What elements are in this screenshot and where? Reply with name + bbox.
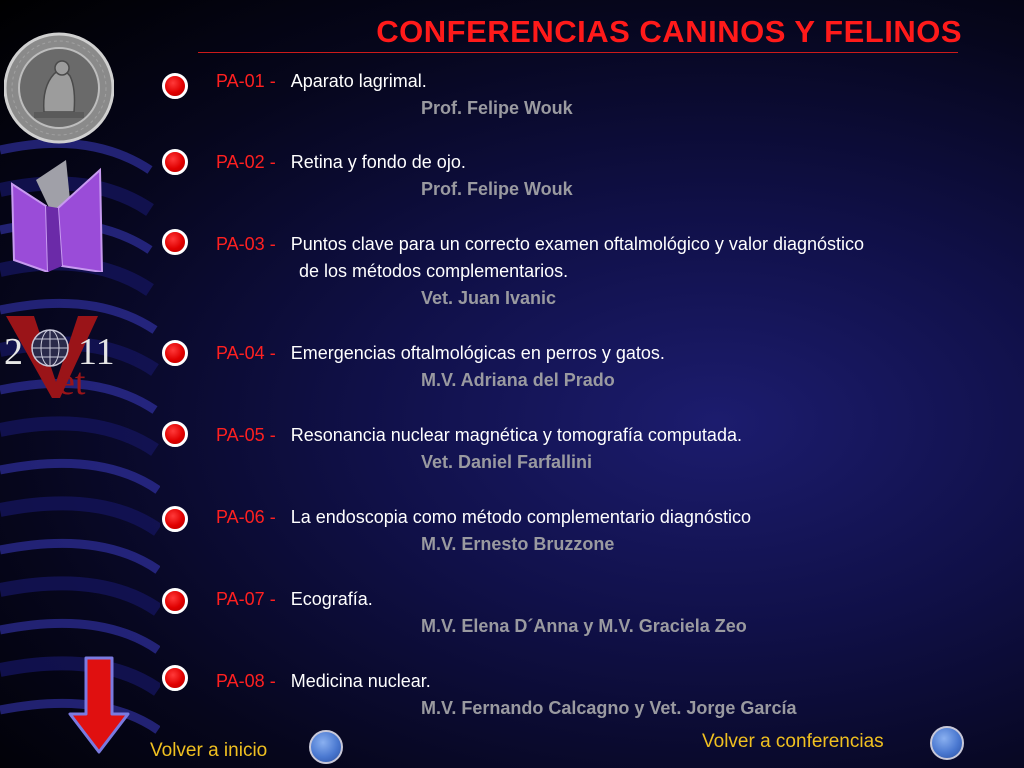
- arrow-down-icon[interactable]: [66, 656, 132, 756]
- item-title: Puntos clave para un correcto examen oftalmológico y valor diagnóstico: [290, 234, 865, 254]
- item-author: Prof. Felipe Wouk: [421, 98, 573, 118]
- item-code: PA-02 -: [216, 152, 276, 172]
- item-code: PA-07 -: [216, 589, 276, 609]
- bullet-pa-06[interactable]: [162, 506, 188, 532]
- item-code: PA-04 -: [216, 343, 276, 363]
- list-item-pa-07[interactable]: [216, 586, 747, 640]
- item-code: PA-03 -: [216, 234, 276, 254]
- bullet-pa-07[interactable]: [162, 588, 188, 614]
- list-item-pa-01[interactable]: [216, 68, 573, 122]
- university-seal-logo: [4, 32, 114, 144]
- title-underline: [198, 52, 958, 53]
- item-author: M.V. Ernesto Bruzzone: [421, 534, 615, 554]
- item-code: PA-01 -: [216, 71, 276, 91]
- item-code: PA-08 -: [216, 671, 276, 691]
- item-author: Prof. Felipe Wouk: [421, 179, 573, 199]
- item-title-continuation: de los métodos complementarios.: [299, 261, 569, 281]
- item-title: Aparato lagrimal.: [290, 71, 427, 91]
- vet-logo-text: et: [58, 361, 86, 403]
- list-item-pa-06[interactable]: [216, 504, 751, 558]
- item-title: Emergencias oftalmológicas en perros y gatos.: [290, 343, 665, 363]
- list-item-pa-05[interactable]: [216, 422, 742, 476]
- list-item-pa-08[interactable]: [216, 668, 796, 722]
- item-title: Ecografía.: [290, 589, 373, 609]
- item-author: M.V. Elena D´Anna y M.V. Graciela Zeo: [421, 616, 747, 636]
- item-author: Vet. Juan Ivanic: [421, 288, 557, 308]
- back-to-conferences-link[interactable]: Volver a conferencias: [702, 731, 884, 752]
- item-title: Medicina nuclear.: [290, 671, 431, 691]
- home-circle-button[interactable]: [309, 730, 343, 764]
- bullet-pa-04[interactable]: [162, 340, 188, 366]
- vet-logo-year-left: 2: [4, 331, 23, 373]
- item-code: PA-05 -: [216, 425, 276, 445]
- bullet-pa-01[interactable]: [162, 73, 188, 99]
- conferences-circle-button[interactable]: [930, 726, 964, 760]
- item-title: La endoscopia como método complementario diagnóstico: [290, 507, 751, 527]
- bullet-pa-03[interactable]: [162, 229, 188, 255]
- m-faculty-logo: [6, 160, 106, 272]
- list-item-pa-03[interactable]: [216, 231, 864, 312]
- vet-logo-year-right: 11: [78, 331, 115, 373]
- item-title: Resonancia nuclear magnética y tomografía computada.: [290, 425, 742, 445]
- list-item-pa-04[interactable]: [216, 340, 665, 394]
- bullet-pa-08[interactable]: [162, 665, 188, 691]
- item-author: M.V. Adriana del Prado: [421, 370, 615, 390]
- back-to-home-link[interactable]: Volver a inicio: [150, 740, 268, 761]
- item-author: Vet. Daniel Farfallini: [421, 452, 593, 472]
- bullet-pa-02[interactable]: [162, 149, 188, 175]
- bullet-pa-05[interactable]: [162, 421, 188, 447]
- list-item-pa-02[interactable]: [216, 149, 573, 203]
- item-code: PA-06 -: [216, 507, 276, 527]
- item-author: M.V. Fernando Calcagno y Vet. Jorge García: [421, 698, 797, 718]
- item-title: Retina y fondo de ojo.: [290, 152, 466, 172]
- page-title: CONFERENCIAS CANINOS Y FELINOS: [376, 14, 962, 49]
- vet-2011-logo: [0, 312, 115, 403]
